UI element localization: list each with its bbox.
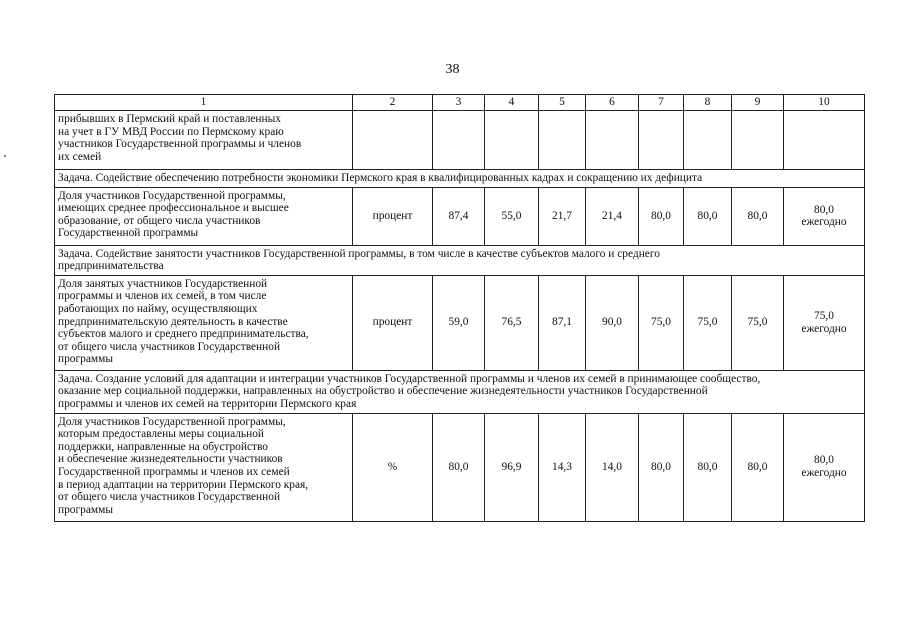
value-cell: 76,5 <box>485 275 539 370</box>
text-line: субъектов малого и среднего предпринимательства, <box>58 328 309 341</box>
empty-cell <box>539 111 586 170</box>
unit-cell: процент <box>353 187 433 245</box>
text-line: поддержки, направленные на обустройство <box>58 440 269 453</box>
text-line: от общего числа участников Государственной <box>58 340 281 353</box>
value-cell: 80,0 <box>684 413 732 521</box>
indicator-name-cell <box>55 413 353 521</box>
column-header: 2 <box>353 95 433 111</box>
text-line: программы <box>58 503 113 516</box>
text-line: предпринимательскую деятельность в качестве <box>58 315 288 328</box>
unit-cell: % <box>353 413 433 521</box>
text-line: и обеспечение жизнедеятельности участников <box>58 453 283 466</box>
column-header: 1 <box>55 95 353 111</box>
text-line: на учет в ГУ МВД России по Пермскому краю <box>58 125 284 138</box>
value-cell: 59,0 <box>433 275 485 370</box>
value-cell: 96,9 <box>485 413 539 521</box>
text-line: имеющих среднее профессиональное и высшее <box>58 202 289 215</box>
text-line: которым предоставлены меры социальной <box>58 428 265 441</box>
empty-cell <box>784 111 865 170</box>
empty-cell <box>353 111 433 170</box>
target-cell <box>784 187 865 245</box>
page-number: 38 <box>445 62 460 77</box>
scan-speck <box>4 155 6 157</box>
column-header: 7 <box>639 95 684 111</box>
target-cell <box>784 275 865 370</box>
task-heading <box>55 245 865 275</box>
text-line: программы и членов их семей на территории Пермского края <box>58 397 357 410</box>
task-row <box>55 170 865 188</box>
text-line: Доля участников Государственной программы, <box>58 415 286 428</box>
value-cell: 75,0 <box>639 275 684 370</box>
value-cell: 87,4 <box>433 187 485 245</box>
column-header: 4 <box>485 95 539 111</box>
column-header: 8 <box>684 95 732 111</box>
text-line: 75,0 <box>814 310 834 323</box>
value-cell: 55,0 <box>485 187 539 245</box>
table-row <box>55 187 865 245</box>
empty-cell <box>732 111 784 170</box>
value-cell: 75,0 <box>732 275 784 370</box>
empty-cell <box>639 111 684 170</box>
table-header-row <box>55 95 865 111</box>
task-heading <box>55 170 865 188</box>
text-line: участников Государственной программы и членов <box>58 138 302 151</box>
empty-cell <box>586 111 639 170</box>
empty-cell <box>485 111 539 170</box>
text-line: ежегодно <box>801 322 847 335</box>
text-line: прибывших в Пермский край и поставленных <box>58 113 281 125</box>
table-row <box>55 111 865 170</box>
text-line: их семей <box>58 150 102 163</box>
value-cell: 90,0 <box>586 275 639 370</box>
value-cell: 75,0 <box>684 275 732 370</box>
table-row <box>55 413 865 521</box>
target-cell <box>784 413 865 521</box>
text-line: ежегодно <box>801 216 847 229</box>
text-line: программы <box>58 353 113 366</box>
text-line: Доля участников Государственной программы, <box>58 189 286 202</box>
text-line: работающих по найму, осуществляющих <box>58 302 258 315</box>
unit-cell: процент <box>353 275 433 370</box>
column-header: 9 <box>732 95 784 111</box>
text-line: Задача. Содействие обеспечению потребности экономики Пермского края в квалифицированных кадрах и сокращению их дефицита <box>58 172 703 184</box>
text-line: Задача. Создание условий для адаптации и интеграции участников Государственной программы и членов их семей в принимающее сообщество, <box>58 372 761 385</box>
value-cell: 87,1 <box>539 275 586 370</box>
text-line: Государственной программы и членов их семей <box>58 465 290 478</box>
value-cell: 21,7 <box>539 187 586 245</box>
text-line: от общего числа участников Государственной <box>58 491 281 504</box>
value-cell: 14,0 <box>586 413 639 521</box>
task-heading <box>55 370 865 413</box>
column-header: 6 <box>586 95 639 111</box>
text-line: 80,0 <box>814 203 834 216</box>
value-cell: 80,0 <box>732 187 784 245</box>
value-cell: 21,4 <box>586 187 639 245</box>
value-cell: 80,0 <box>684 187 732 245</box>
text-line: образование, от общего числа участников <box>58 214 261 227</box>
empty-cell <box>433 111 485 170</box>
text-line: 80,0 <box>814 454 834 467</box>
text-line: Государственной программы <box>58 227 199 240</box>
task-row <box>55 370 865 413</box>
value-cell: 80,0 <box>639 187 684 245</box>
empty-cell <box>684 111 732 170</box>
indicator-name-cell <box>55 187 353 245</box>
column-header: 3 <box>433 95 485 111</box>
text-line: оказание мер социальной поддержки, направленных на обустройство и обеспечение жизнедеятельности участников Государственной <box>58 385 708 398</box>
indicators-table <box>54 94 865 522</box>
column-header: 10 <box>784 95 865 111</box>
text-line: Задача. Содействие занятости участников Государственной программы, в том числе в качестве субъектов малого и среднего <box>58 247 660 260</box>
task-row <box>55 245 865 275</box>
value-cell: 14,3 <box>539 413 586 521</box>
text-line: предпринимательства <box>58 260 164 273</box>
value-cell: 80,0 <box>433 413 485 521</box>
value-cell: 80,0 <box>639 413 684 521</box>
text-line: программы и членов их семей, в том числе <box>58 290 267 303</box>
table-row <box>55 275 865 370</box>
text-line: ежегодно <box>801 467 847 480</box>
text-line: в период адаптации на территории Пермского края, <box>58 478 309 491</box>
column-header: 5 <box>539 95 586 111</box>
value-cell: 80,0 <box>732 413 784 521</box>
indicator-name-cell <box>55 111 353 170</box>
text-line: Доля занятых участников Государственной <box>58 277 268 290</box>
indicator-name-cell <box>55 275 353 370</box>
